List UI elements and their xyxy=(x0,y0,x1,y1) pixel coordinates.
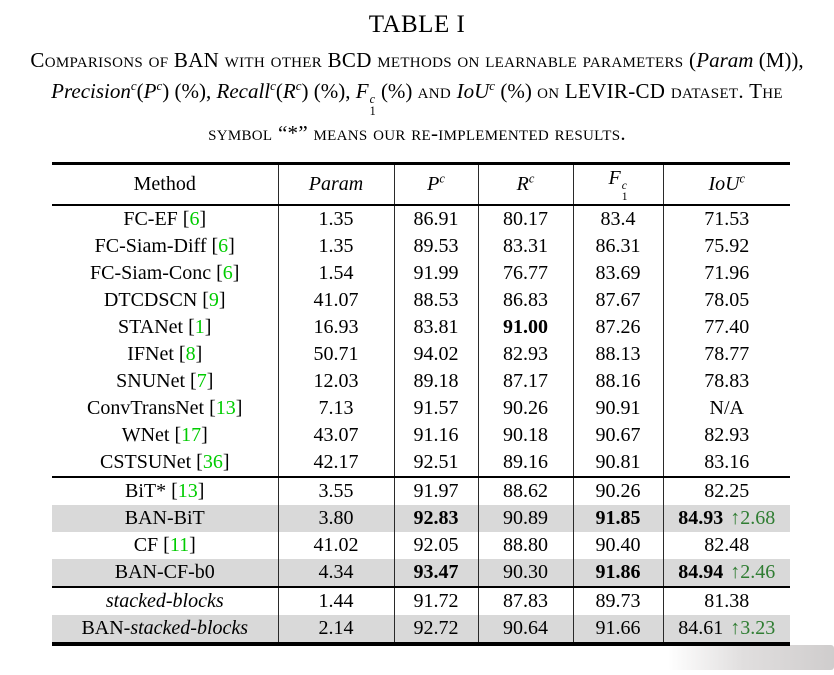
cell-precision xyxy=(394,559,478,587)
cell-param xyxy=(278,532,394,559)
text-segment: c xyxy=(528,170,535,185)
column-header-iou xyxy=(663,163,790,205)
cell-f1 xyxy=(573,260,663,287)
cell-param xyxy=(278,314,394,341)
citation-number: 17 xyxy=(181,423,202,446)
metric-value: 84.94 xyxy=(678,560,724,583)
cell-method xyxy=(52,559,278,587)
metric-value: 3.55 xyxy=(318,479,354,502)
metric-value: 91.86 xyxy=(595,560,641,583)
cell-precision xyxy=(394,477,478,505)
metric-value: 1.44 xyxy=(318,589,354,612)
table-row xyxy=(52,395,790,422)
cell-f1 xyxy=(573,587,663,615)
citation-number: 36 xyxy=(202,450,223,473)
text-segment: c xyxy=(739,170,746,185)
metric-value: 89.53 xyxy=(413,234,459,257)
table-row xyxy=(52,260,790,287)
metric-value: 1.35 xyxy=(318,234,354,257)
cell-f1 xyxy=(573,368,663,395)
sup-sub-stack: c 1 xyxy=(621,178,628,203)
metric-value: 90.91 xyxy=(595,396,641,419)
text-segment: Param xyxy=(696,48,754,72)
metric-value: 88.13 xyxy=(595,342,641,365)
cell-precision xyxy=(394,233,478,260)
cell-param xyxy=(278,615,394,644)
table-row xyxy=(52,559,790,587)
text-segment: c xyxy=(439,170,445,185)
text-segment: ] xyxy=(197,479,205,502)
cell-method xyxy=(52,422,278,449)
cell-precision xyxy=(394,449,478,477)
metric-value: 89.18 xyxy=(413,369,459,392)
text-segment: stacked-blocks xyxy=(105,589,224,612)
metric-value: 88.53 xyxy=(413,288,459,311)
text-segment: c xyxy=(270,78,276,93)
cell-iou xyxy=(663,368,790,395)
table-row xyxy=(52,341,790,368)
cell-f1 xyxy=(573,314,663,341)
cell-precision xyxy=(394,368,478,395)
cell-recall xyxy=(478,368,573,395)
text-segment: ] xyxy=(199,207,207,230)
metric-value: 86.83 xyxy=(503,288,548,311)
metric-value: 83.16 xyxy=(704,450,750,473)
text-segment: BAN-CF-b0 xyxy=(114,560,215,583)
metric-value: 90.26 xyxy=(503,396,548,419)
metric-value: 1.54 xyxy=(318,261,354,284)
cell-method xyxy=(52,532,278,559)
metric-value: 50.71 xyxy=(313,342,359,365)
results-table xyxy=(52,162,790,646)
metric-value: 91.16 xyxy=(413,423,459,446)
text-segment: BiT* [ xyxy=(125,479,178,502)
text-segment: c xyxy=(130,78,137,93)
cell-iou xyxy=(663,422,790,449)
text-segment: c xyxy=(489,78,496,93)
cell-recall xyxy=(478,314,573,341)
cell-param xyxy=(278,477,394,505)
text-segment: (%) xyxy=(495,79,538,103)
metric-value: 78.77 xyxy=(704,342,750,365)
cell-f1 xyxy=(573,615,663,644)
metric-value: 88.62 xyxy=(503,479,548,502)
metric-value: 88.80 xyxy=(503,533,548,556)
metric-value: 90.64 xyxy=(503,616,548,639)
cell-method xyxy=(52,205,278,233)
cell-recall xyxy=(478,532,573,559)
cell-iou xyxy=(663,205,790,233)
metric-value: 12.03 xyxy=(313,369,359,392)
text-segment: ) (%), xyxy=(301,79,356,103)
cell-iou xyxy=(663,587,790,615)
text-segment: IFNet [ xyxy=(127,342,186,365)
cell-param xyxy=(278,260,394,287)
cell-precision xyxy=(394,205,478,233)
metric-value: 87.17 xyxy=(503,369,548,392)
cell-method xyxy=(52,449,278,477)
table-header xyxy=(52,163,790,205)
text-segment: Method xyxy=(133,172,196,195)
text-segment: FC-Siam-Conc [ xyxy=(90,261,223,284)
metric-value: 77.40 xyxy=(704,315,750,338)
metric-value: 83.31 xyxy=(503,234,548,257)
cell-recall xyxy=(478,287,573,314)
cell-recall xyxy=(478,422,573,449)
metric-value: 93.47 xyxy=(413,560,459,583)
text-segment: ] xyxy=(204,315,212,338)
metric-value: 90.26 xyxy=(595,479,641,502)
metric-value: 82.93 xyxy=(704,423,750,446)
text-segment: DTCDSCN [ xyxy=(103,288,209,311)
metric-value: 71.53 xyxy=(704,207,750,230)
cell-iou xyxy=(663,233,790,260)
metric-value: 43.07 xyxy=(313,423,359,446)
text-segment: ] xyxy=(232,261,240,284)
text-segment: BAN- xyxy=(81,616,131,639)
table-row xyxy=(52,205,790,233)
text-segment: WNet [ xyxy=(121,423,182,446)
cell-precision xyxy=(394,341,478,368)
metric-value: 2.14 xyxy=(318,616,354,639)
metric-value: N/A xyxy=(709,396,744,419)
cell-precision xyxy=(394,287,478,314)
cell-param xyxy=(278,287,394,314)
text-segment: ] xyxy=(218,288,226,311)
cell-recall xyxy=(478,233,573,260)
cell-method xyxy=(52,233,278,260)
metric-value: 78.83 xyxy=(704,369,750,392)
text-segment: F xyxy=(355,79,369,103)
table-row xyxy=(52,449,790,477)
cell-recall xyxy=(478,341,573,368)
text-segment: and xyxy=(417,79,457,103)
metric-value: 90.40 xyxy=(595,533,641,556)
text-segment: ] xyxy=(222,450,230,473)
table-row xyxy=(52,422,790,449)
text-segment: R xyxy=(516,172,529,195)
cell-f1 xyxy=(573,422,663,449)
cell-iou xyxy=(663,559,790,587)
table-row xyxy=(52,368,790,395)
text-segment: c xyxy=(156,78,163,93)
cell-f1 xyxy=(573,477,663,505)
scan-artifact xyxy=(668,645,834,670)
metric-value: 90.30 xyxy=(503,560,548,583)
citation-number: 13 xyxy=(177,479,198,502)
metric-value: 92.05 xyxy=(413,533,459,556)
cell-iou xyxy=(663,287,790,314)
text-segment: CSTSUNet [ xyxy=(100,450,203,473)
table-row xyxy=(52,532,790,559)
text-segment: Param xyxy=(308,172,364,195)
cell-f1 xyxy=(573,449,663,477)
header-row xyxy=(52,163,790,205)
metric-value: 84.61 xyxy=(678,616,724,639)
metric-value: 88.16 xyxy=(595,369,641,392)
metric-value: 1.35 xyxy=(318,207,354,230)
cell-recall xyxy=(478,395,573,422)
cell-param xyxy=(278,449,394,477)
column-header-f1 xyxy=(573,163,663,205)
cell-method xyxy=(52,587,278,615)
cell-recall xyxy=(478,615,573,644)
cell-iou xyxy=(663,615,790,644)
cell-param xyxy=(278,233,394,260)
metric-value: 91.66 xyxy=(595,616,641,639)
metric-value: 80.17 xyxy=(503,207,548,230)
citation-number: 6 xyxy=(222,261,233,284)
metric-value: 92.72 xyxy=(413,616,459,639)
text-segment: BAN-BiT xyxy=(124,506,205,529)
cell-precision xyxy=(394,587,478,615)
citation-number: 13 xyxy=(215,396,236,419)
metric-value: 90.81 xyxy=(595,450,641,473)
metric-value: 92.83 xyxy=(413,506,459,529)
text-segment: ( xyxy=(275,79,283,103)
cell-precision xyxy=(394,422,478,449)
metric-value: 89.73 xyxy=(595,589,641,612)
cell-recall xyxy=(478,477,573,505)
metric-value: 89.16 xyxy=(503,450,548,473)
cell-f1 xyxy=(573,505,663,532)
metric-value: 86.91 xyxy=(413,207,459,230)
cell-precision xyxy=(394,314,478,341)
cell-param xyxy=(278,559,394,587)
text-segment: ] xyxy=(206,369,214,392)
metric-value: 91.72 xyxy=(413,589,459,612)
cell-param xyxy=(278,368,394,395)
cell-method xyxy=(52,341,278,368)
column-header-method xyxy=(52,163,278,205)
metric-value: 4.34 xyxy=(318,560,354,583)
metric-value: 75.92 xyxy=(704,234,750,257)
text-segment: FC-EF [ xyxy=(123,207,190,230)
cell-iou xyxy=(663,314,790,341)
metric-value: 82.48 xyxy=(704,533,750,556)
citation-number: 11 xyxy=(169,533,190,556)
metric-value: 87.83 xyxy=(503,589,548,612)
cell-iou xyxy=(663,477,790,505)
improvement-gain: ↑2.46 xyxy=(730,560,776,583)
metric-value: 90.89 xyxy=(503,506,548,529)
metric-value: 16.93 xyxy=(313,315,359,338)
metric-value: 41.07 xyxy=(313,288,359,311)
metric-value: 41.02 xyxy=(313,533,359,556)
text-segment: stacked-blocks xyxy=(130,616,249,639)
improvement-gain: ↑3.23 xyxy=(730,616,776,639)
cell-method xyxy=(52,395,278,422)
table-row xyxy=(52,477,790,505)
cell-f1 xyxy=(573,287,663,314)
text-segment: (M)), xyxy=(753,48,804,72)
text-segment: Comparisons of BAN with other BCD methods on learnable parameters ( xyxy=(30,48,697,72)
text-segment: P xyxy=(427,172,440,195)
table-body xyxy=(52,205,790,644)
table-row xyxy=(52,233,790,260)
metric-value: 81.38 xyxy=(704,589,750,612)
text-segment: IoU xyxy=(456,79,490,103)
metric-value: 82.25 xyxy=(704,479,750,502)
table-caption xyxy=(20,45,814,149)
text-segment: ConvTransNet [ xyxy=(87,396,216,419)
citation-number: 8 xyxy=(185,342,196,365)
cell-param xyxy=(278,341,394,368)
text-segment: STANet [ xyxy=(118,315,195,338)
cell-param xyxy=(278,422,394,449)
metric-value: 91.85 xyxy=(595,506,641,529)
cell-iou xyxy=(663,341,790,368)
cell-f1 xyxy=(573,233,663,260)
metric-value: 87.67 xyxy=(595,288,641,311)
text-segment: c xyxy=(295,78,302,93)
cell-method xyxy=(52,287,278,314)
cell-method xyxy=(52,260,278,287)
cell-f1 xyxy=(573,532,663,559)
cell-recall xyxy=(478,260,573,287)
text-segment: R xyxy=(282,79,296,103)
citation-number: 6 xyxy=(189,207,200,230)
text-segment: F xyxy=(608,166,621,189)
metric-value: 84.93 xyxy=(678,506,724,529)
metric-value: 83.69 xyxy=(595,261,641,284)
metric-value: 76.77 xyxy=(503,261,548,284)
text-segment: (%) xyxy=(375,79,418,103)
cell-recall xyxy=(478,587,573,615)
metric-value: 91.00 xyxy=(503,315,548,338)
cell-method xyxy=(52,615,278,644)
text-segment: IoU xyxy=(708,172,740,195)
cell-method xyxy=(52,368,278,395)
metric-value: 42.17 xyxy=(313,450,359,473)
text-segment: ] xyxy=(195,342,203,365)
cell-precision xyxy=(394,532,478,559)
cell-precision xyxy=(394,395,478,422)
column-header-precision xyxy=(394,163,478,205)
table-row xyxy=(52,615,790,644)
text-segment: ] xyxy=(201,423,208,446)
text-segment: ] xyxy=(235,396,243,419)
cell-param xyxy=(278,505,394,532)
metric-value: 87.26 xyxy=(595,315,641,338)
metric-value: 71.96 xyxy=(704,261,750,284)
cell-f1 xyxy=(573,395,663,422)
cell-precision xyxy=(394,615,478,644)
metric-value: 83.4 xyxy=(600,207,636,230)
text-segment: on LEVIR-CD dataset. The symbol “*” means our re-implemented results. xyxy=(208,79,783,145)
cell-param xyxy=(278,395,394,422)
metric-value: 82.93 xyxy=(503,342,548,365)
text-segment: FC-Siam-Diff [ xyxy=(94,234,219,257)
metric-value: 91.99 xyxy=(413,261,459,284)
cell-recall xyxy=(478,449,573,477)
cell-param xyxy=(278,587,394,615)
metric-value: 92.51 xyxy=(413,450,459,473)
text-segment: SNUNet [ xyxy=(116,369,197,392)
cell-recall xyxy=(478,505,573,532)
metric-value: 86.31 xyxy=(595,234,641,257)
citation-number: 6 xyxy=(218,234,229,257)
metric-value: 3.80 xyxy=(318,506,354,529)
cell-iou xyxy=(663,449,790,477)
cell-f1 xyxy=(573,559,663,587)
text-segment: ( xyxy=(136,79,144,103)
cell-iou xyxy=(663,395,790,422)
table-row xyxy=(52,505,790,532)
citation-number: 1 xyxy=(194,315,205,338)
column-header-param xyxy=(278,163,394,205)
cell-method xyxy=(52,314,278,341)
metric-value: 90.18 xyxy=(503,423,548,446)
cell-precision xyxy=(394,505,478,532)
table-row xyxy=(52,587,790,615)
cell-f1 xyxy=(573,341,663,368)
table-row xyxy=(52,314,790,341)
citation-number: 9 xyxy=(208,288,219,311)
cell-iou xyxy=(663,505,790,532)
text-segment: Recall xyxy=(216,79,271,103)
cell-iou xyxy=(663,532,790,559)
metric-value: 7.13 xyxy=(318,396,354,419)
column-header-recall xyxy=(478,163,573,205)
metric-value: 90.67 xyxy=(595,423,641,446)
metric-value: 78.05 xyxy=(704,288,750,311)
text-segment: ] xyxy=(228,234,235,257)
improvement-gain: ↑2.68 xyxy=(730,506,776,529)
cell-method xyxy=(52,505,278,532)
text-segment: Precision xyxy=(51,79,131,103)
text-segment: ) (%), xyxy=(162,79,217,103)
sup-sub-stack: c 1 xyxy=(369,92,376,119)
text-segment: ] xyxy=(189,533,196,556)
cell-f1 xyxy=(573,205,663,233)
cell-recall xyxy=(478,559,573,587)
cell-iou xyxy=(663,260,790,287)
cell-precision xyxy=(394,260,478,287)
cell-param xyxy=(278,205,394,233)
metric-value: 83.81 xyxy=(413,315,459,338)
text-segment: P xyxy=(143,79,157,103)
cell-recall xyxy=(478,205,573,233)
citation-number: 7 xyxy=(196,369,207,392)
table-row xyxy=(52,287,790,314)
table-title: TABLE I xyxy=(368,11,466,38)
text-segment: CF [ xyxy=(133,533,170,556)
metric-value: 91.97 xyxy=(413,479,459,502)
cell-method xyxy=(52,477,278,505)
metric-value: 91.57 xyxy=(413,396,459,419)
metric-value: 94.02 xyxy=(413,342,459,365)
